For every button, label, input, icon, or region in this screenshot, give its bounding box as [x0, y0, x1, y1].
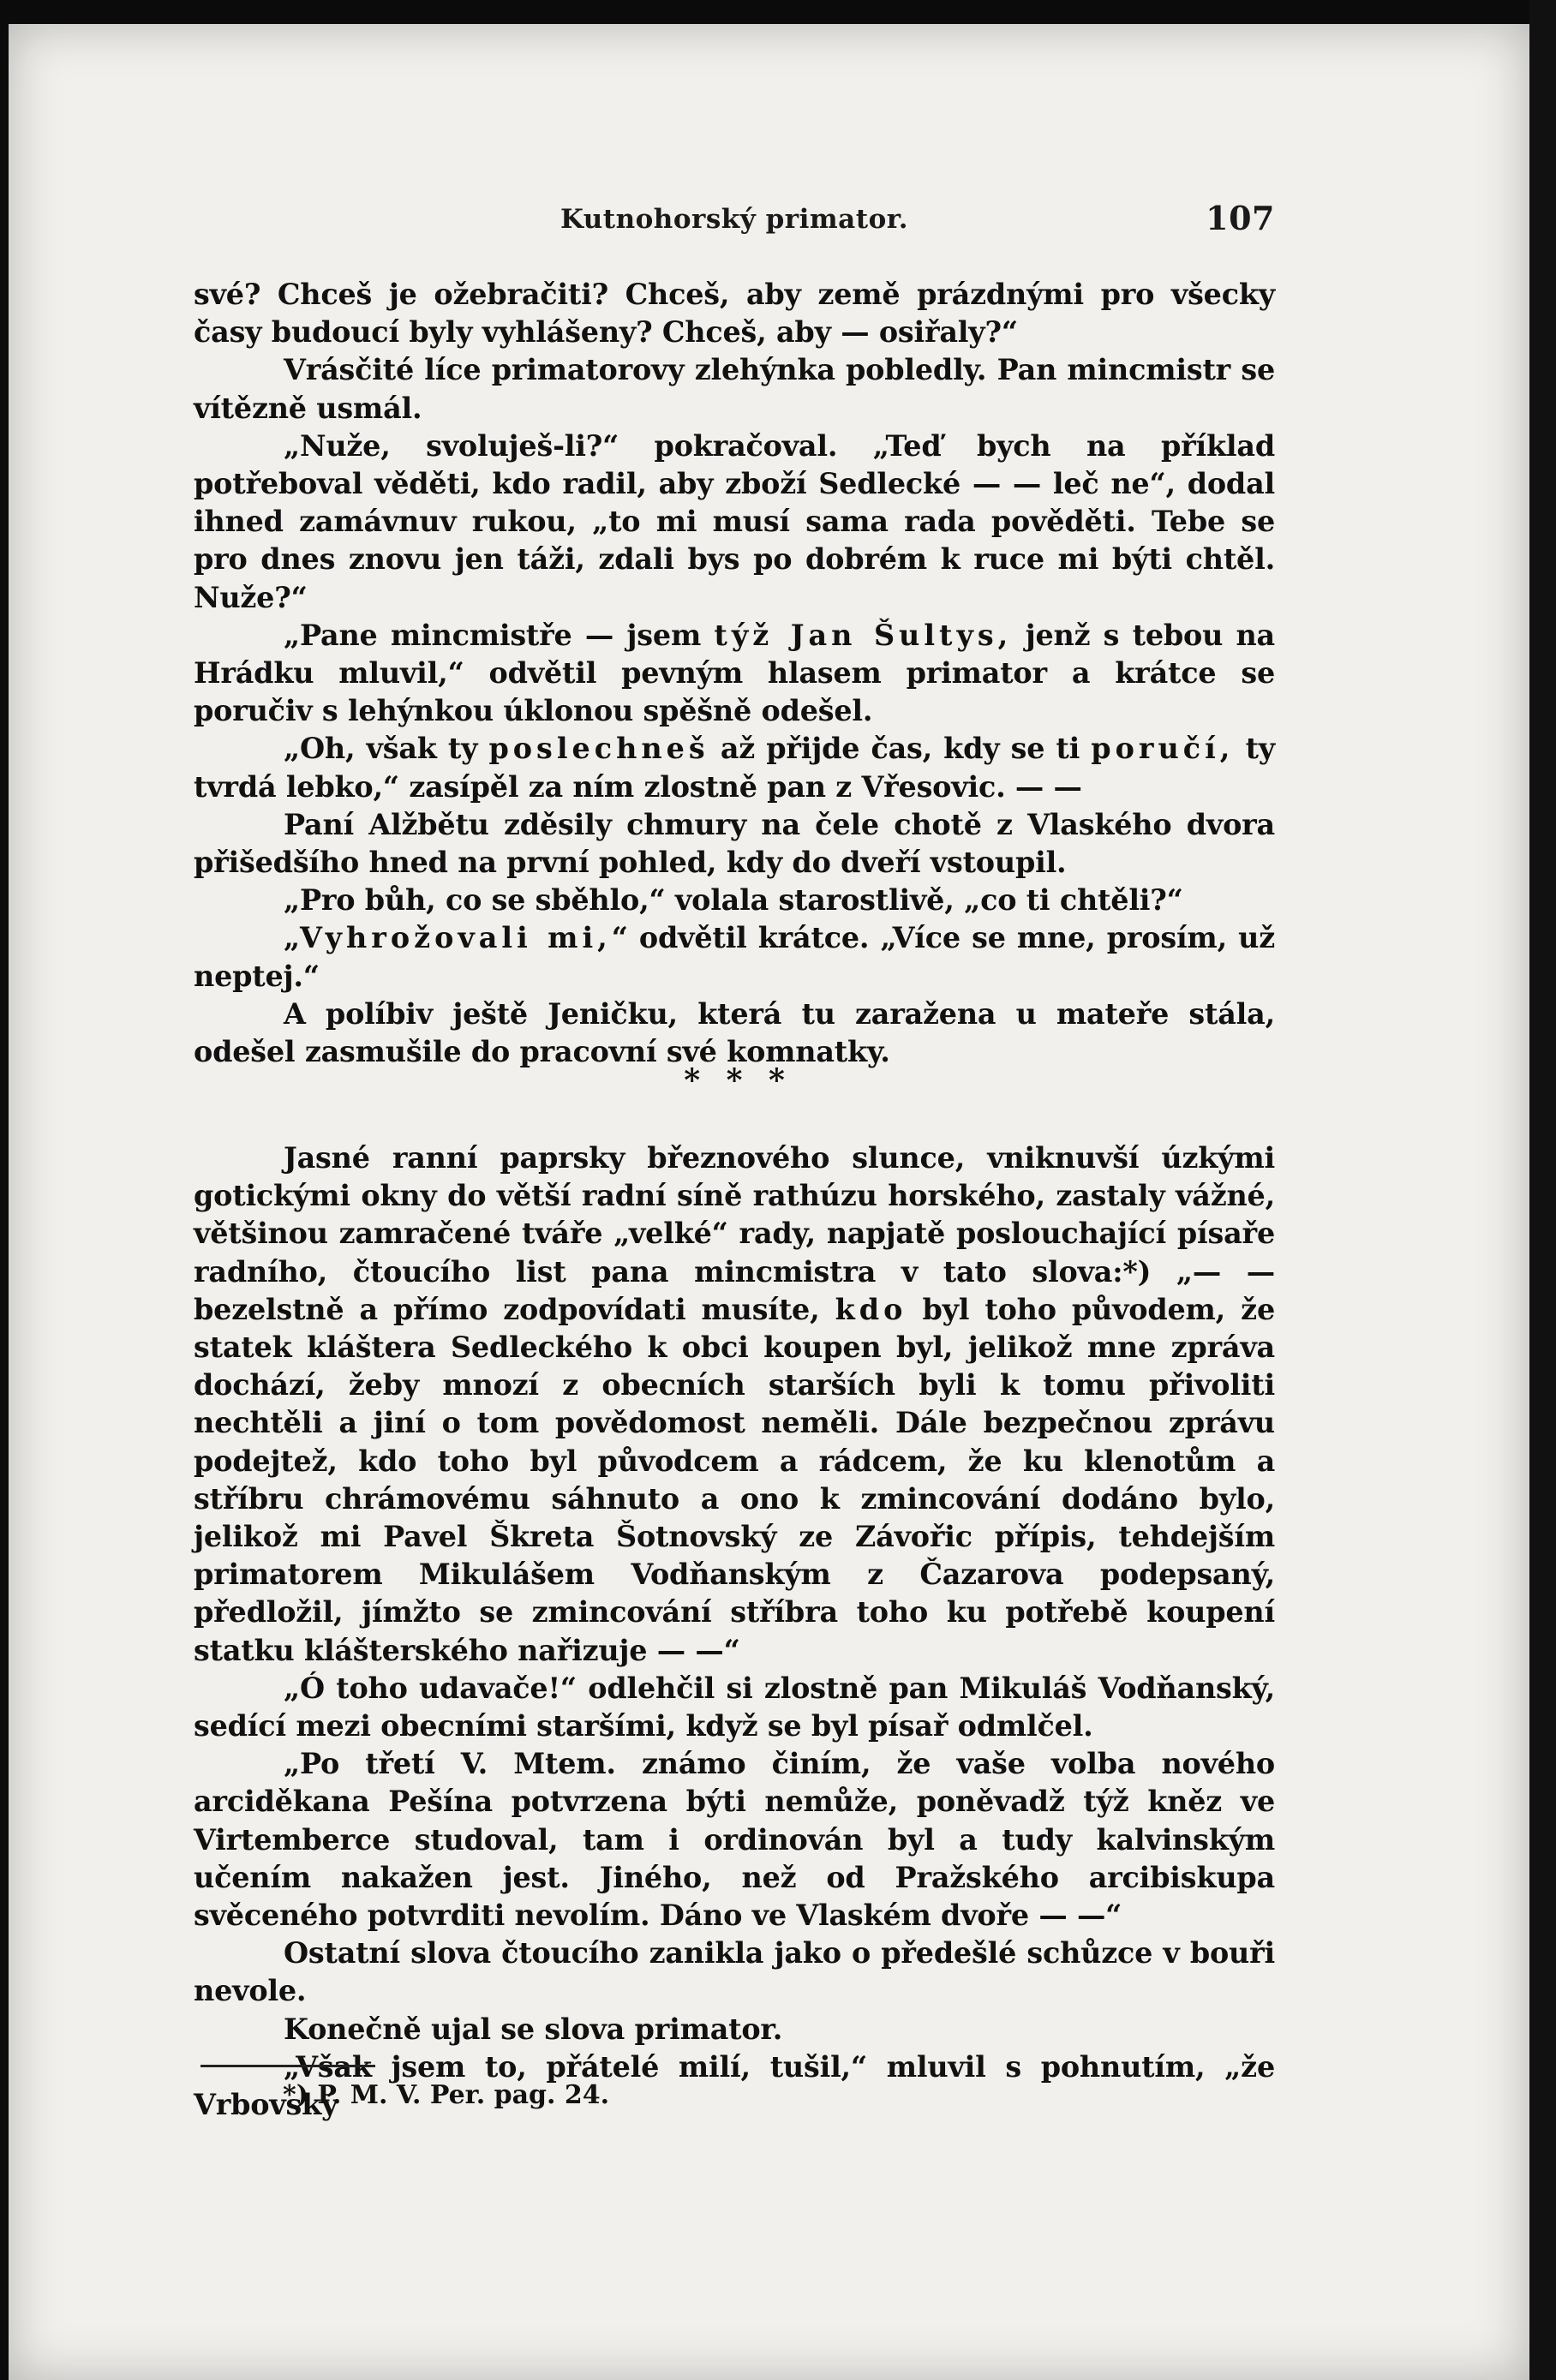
text-run: jenž s tebou na Hrádku mluvil,“ odvětil pevným hlasem primator a krátce se poručiv s lehýnkou úklonou spěšně odešel. — [194, 618, 1275, 728]
paragraph — [194, 730, 1275, 805]
section-separator: * * * — [684, 1062, 785, 1098]
text-run: „Pane mincmistře — jsem — [284, 618, 702, 652]
paragraph: své? Chceš je ožebračiti? Chceš, aby země prázdnými pro všecky časy budoucí byly vyhlášeny? Chceš, aby — osiřaly?“ — [194, 278, 1275, 350]
paragraph: Ostatní slova čtoucího zanikla jako o předešlé schůzce v bouři nevole. — [194, 1936, 1275, 2008]
text-run: byl toho původem, že statek kláštera Sedleckého k obci koupen byl, jelikož mne zpráva dochází, žeby mnozí z obecních starších byli k tomu přivoliti nechtěli a jiní o tom povědomost neměli. Dále bezpečnou zprávu podejtež, kdo toho byl původcem a rádcem, že ku klenotům a stříbru chrámovému sáhnuto a ono k zmincování dodáno bylo, jelikož mi Pavel Škreta Šotnovský ze Závořic přípis, tehdejším primatorem Mikulášem Vodňanským z Čazarova podepsaný, předložil, jímžto se zmincování stříbra toho ku potřebě koupení statku klášterského nařizuje — —“ — [194, 1292, 1275, 1667]
text-run: ty tvrdá lebko,“ zasípěl za ním zlostně pan z Vřesovic. — — — [194, 732, 1275, 804]
spaced-emphasis: týž Jan Šultys, — [714, 618, 1013, 652]
text-run: „Oh, však ty — [284, 732, 478, 766]
paragraph — [194, 919, 1275, 995]
body-text-bottom — [194, 1139, 1275, 2124]
paragraph: A políbiv ještě Jeničku, která tu zaražena u mateře stála, odešel zasmušile do pracovní své komnatky. — [194, 996, 1275, 1069]
paragraph: Vrásčité líce primatorovy zlehýnka pobledly. Pan mincmistr se vítězně usmál. — [194, 353, 1275, 425]
spaced-emphasis: kdo — [835, 1292, 907, 1326]
text-run: „ — [284, 921, 301, 955]
footnote-rule — [200, 2065, 375, 2067]
scan-edge — [1529, 0, 1556, 2380]
paragraph: „Ó toho udavače!“ odlehčil si zlostně pan Mikuláš Vodňanský, sedící mezi obecními staršími, když se byl písař odmlčel. — [194, 1671, 1275, 1743]
text-run: až přijde čas, kdy se ti — [720, 732, 1080, 766]
text-run: “ odvětil krátce. „Více se mne, prosím, už neptej.“ — [194, 921, 1275, 993]
text-run: Jasné ranní paprsky březnového slunce, vniknuvší úzkými gotickými okny do větší radní síně rathúzu horského, zastaly vážné, většinou zamračené tváře „velké“ rady, napjatě poslouchající písaře radního, čtoucího list pana mincmistra v tato slova:*) „— — bezelstně a přímo zodpovídati musíte, — [194, 1141, 1275, 1326]
page-number: 107 — [1206, 199, 1275, 237]
paragraph: Konečně ujal se slova primator. — [284, 2012, 783, 2046]
spaced-emphasis: poslechneš — [488, 732, 709, 766]
paragraph — [194, 617, 1275, 731]
body-text-top — [194, 276, 1275, 1071]
spaced-emphasis: Vyhrožovali mi, — [300, 921, 612, 955]
paragraph: „Pro bůh, co se sběhlo,“ volala starostlivě, „co ti chtěli?“ — [284, 883, 1183, 918]
paragraph: „Po třetí V. Mtem. známo činím, že vaše volba nového arciděkana Pešína potvrzena býti nemůže, poněvadž týž kněz ve Virtemberce studoval, tam i ordinován byl a tudy kalvinským učením nakažen jest. Jiného, než od Pražského arcibiskupa svěceného potvrditi nevolím. Dáno ve Vlaském dvoře — —“ — [194, 1747, 1275, 1933]
footnote: *) P. M. V. Per. pag. 24. — [283, 2080, 610, 2110]
paragraph: „Nuže, svoluješ-li?“ pokračoval. „Teď bych na příklad potřeboval věděti, kdo radil, aby zboží Sedlecké — — leč ne“, dodal ihned zamávnuv rukou, „to mi musí sama rada pověděti. Tebe se pro dnes znovu jen táži, zdali bys po dobrém k ruce mi býti chtěl. Nuže?“ — [194, 428, 1275, 614]
paragraph: „Však jsem to, přátelé milí, tušil,“ mluvil s pohnutím, „že Vrbovský — [194, 2049, 1275, 2122]
running-head — [194, 199, 1275, 243]
spaced-emphasis: poručí, — [1091, 732, 1235, 766]
running-title: Kutnohorský primator. — [560, 204, 909, 235]
paragraph — [194, 1139, 1275, 1670]
paragraph: Paní Alžbětu zděsily chmury na čele chotě z Vlaského dvora přišedšího hned na první pohled, kdy do dveří vstoupil. — [194, 807, 1275, 880]
